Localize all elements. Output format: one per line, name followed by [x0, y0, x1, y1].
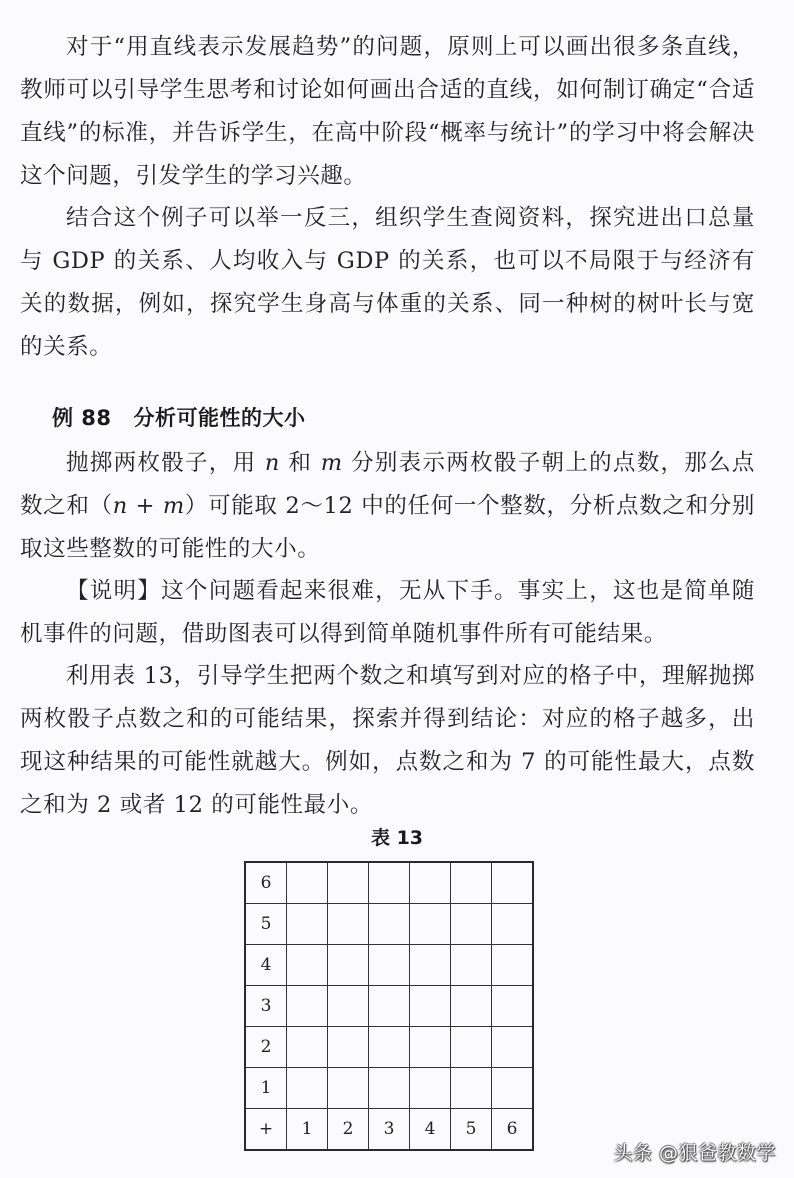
paragraph-extension: 结合这个例子可以举一反三，组织学生查阅资料，探究进出口总量与 GDP 的关系、人均收入与 GDP 的关系，也可以不局限于与经济有关的数据，例如，探究学生身高与体重的关系、同一种树的树叶长与宽的关系。 [20, 205, 755, 360]
column-label-cell: 1 [287, 1109, 328, 1151]
empty-sum-cell [369, 862, 410, 904]
column-label-cell: 4 [410, 1109, 451, 1151]
empty-sum-cell [410, 1027, 451, 1068]
column-label-cell: 3 [369, 1109, 410, 1151]
table-row [245, 862, 533, 904]
empty-sum-cell [451, 1068, 492, 1109]
empty-sum-cell [369, 986, 410, 1027]
variable-m: m [320, 450, 343, 476]
empty-sum-cell [369, 904, 410, 945]
example-problem: 抛掷两枚骰子，用 n 和 m 分别表示两枚骰子朝上的点数，那么点数之和（n + m）可能取 2～12 中的任何一个整数，分析点数之和分别取这些整数的可能性的大小。 [20, 450, 756, 562]
table-header-row [245, 1109, 533, 1151]
paragraph-trend-line: 对于“用直线表示发展趋势”的问题，原则上可以画出很多条直线，教师可以引导学生思考和讨论如何画出合适的直线，如何制订确定“合适直线”的标准，并告诉学生，在高中阶段“概率与统计”的学习中将会解决这个问题，引发学生的学习兴趣。 [20, 34, 755, 189]
empty-sum-cell [492, 1068, 534, 1109]
empty-sum-cell [369, 945, 410, 986]
row-label-cell: 5 [245, 904, 287, 945]
empty-sum-cell [492, 904, 534, 945]
dice-sum-table [244, 861, 534, 1151]
empty-sum-cell [328, 904, 369, 945]
empty-sum-cell [451, 986, 492, 1027]
empty-sum-cell [287, 986, 328, 1027]
table-row [245, 986, 533, 1027]
empty-sum-cell [410, 986, 451, 1027]
row-label-cell: 6 [245, 862, 287, 904]
empty-sum-cell [410, 1068, 451, 1109]
table-row [245, 1027, 533, 1068]
example-title: 分析可能性的大小 [133, 406, 306, 430]
empty-sum-cell [451, 862, 492, 904]
watermark: 头条 @狠爸教数学 [613, 1142, 776, 1164]
row-label-cell: 1 [245, 1068, 287, 1109]
row-label-cell: 3 [245, 986, 287, 1027]
guidance-paragraph: 利用表 13，引导学生把两个数之和填写到对应的格子中，理解抛掷两枚骰子点数之和的可能结果，探索并得到结论：对应的格子越多，出现这种结果的可能性就越大。例如，点数之和为 7 的可能性最大，点数之和为 2 或者 12 的可能性最小。 [20, 663, 755, 818]
empty-sum-cell [287, 945, 328, 986]
table-row [245, 1068, 533, 1109]
empty-sum-cell [492, 986, 534, 1027]
empty-sum-cell [492, 1027, 534, 1068]
empty-sum-cell [328, 945, 369, 986]
empty-sum-cell [287, 862, 328, 904]
example-heading [52, 402, 306, 432]
empty-sum-cell [287, 1068, 328, 1109]
empty-sum-cell [328, 1068, 369, 1109]
empty-sum-cell [328, 1027, 369, 1068]
variable-n: n [264, 450, 280, 476]
table-row [245, 945, 533, 986]
row-label-cell: 2 [245, 1027, 287, 1068]
empty-sum-cell [287, 904, 328, 945]
empty-sum-cell [410, 904, 451, 945]
row-label-cell: 4 [245, 945, 287, 986]
empty-sum-cell [492, 945, 534, 986]
empty-sum-cell [369, 1068, 410, 1109]
empty-sum-cell [328, 986, 369, 1027]
column-label-cell: 6 [492, 1109, 534, 1151]
column-label-cell: 2 [328, 1109, 369, 1151]
empty-sum-cell [287, 1027, 328, 1068]
explanation-paragraph: 【说明】这个问题看起来很难，无从下手。事实上，这也是简单随机事件的问题，借助图表可以得到简单随机事件所有可能结果。 [20, 578, 755, 647]
empty-sum-cell [451, 1027, 492, 1068]
empty-sum-cell [410, 862, 451, 904]
empty-sum-cell [451, 945, 492, 986]
corner-plus-cell: + [245, 1109, 287, 1151]
empty-sum-cell [328, 862, 369, 904]
example-number: 例 88 [52, 406, 112, 430]
table-row [245, 904, 533, 945]
column-label-cell: 5 [451, 1109, 492, 1151]
empty-sum-cell [410, 945, 451, 986]
empty-sum-cell [369, 1027, 410, 1068]
empty-sum-cell [451, 904, 492, 945]
empty-sum-cell [492, 862, 534, 904]
table-caption: 表 13 [370, 827, 424, 849]
